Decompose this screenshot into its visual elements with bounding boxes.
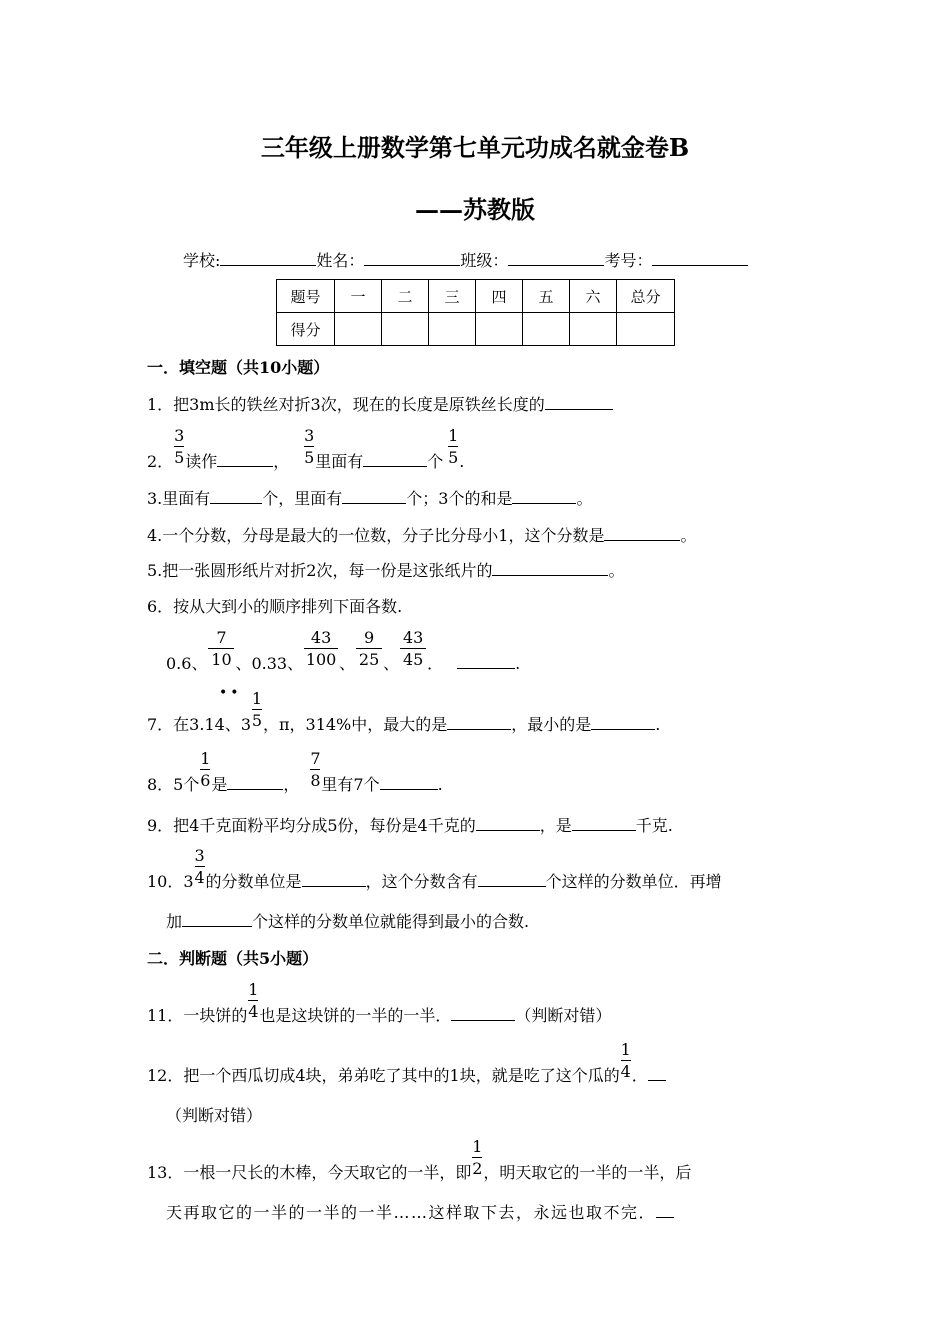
- numerator: 1: [200, 749, 211, 768]
- header-cell: 六: [570, 280, 617, 313]
- denominator: 5: [174, 448, 185, 467]
- fraction-bar: [356, 648, 382, 649]
- q6-end: ．: [427, 654, 444, 673]
- question-12-cont: [166, 1103, 262, 1126]
- fraction: [309, 749, 321, 790]
- fraction-bar: [208, 648, 234, 649]
- fraction: [173, 426, 185, 467]
- q10-text: ，这个分数含有: [365, 872, 478, 891]
- name-label: 姓名：: [316, 251, 365, 270]
- id-label: 考号：: [604, 251, 653, 270]
- fraction: [399, 628, 427, 669]
- fraction-bar: [200, 769, 210, 770]
- question-13: [147, 1137, 692, 1183]
- denominator: 5: [448, 448, 459, 467]
- q8-end: .: [437, 775, 443, 794]
- header-cell: 四: [476, 280, 523, 313]
- numerator: 3: [304, 426, 315, 445]
- fraction: [207, 628, 235, 669]
- answer-blank: [210, 487, 262, 504]
- q2-text: 个: [427, 452, 444, 471]
- name-blank: [364, 249, 460, 266]
- q10-text: 个这样的分数单位就能得到最小的合数.: [252, 912, 530, 931]
- fraction: [303, 628, 339, 669]
- q12-text: 12．把一个西瓜切成4块，弟弟吃了其中的1块，就是吃了这个瓜的: [147, 1066, 620, 1085]
- numerator: 43: [310, 628, 332, 647]
- q3-text: 个；3个的和是: [406, 489, 513, 508]
- answer-blank: [182, 910, 252, 927]
- denominator: 10: [211, 650, 232, 669]
- q7-text: ，π，314%中，最大的是: [263, 715, 448, 734]
- header-cell: 一: [335, 280, 382, 313]
- section-2-heading: 二．判断题（共5小题）: [147, 949, 319, 968]
- denominator: 45: [402, 650, 424, 669]
- answer-blank: [512, 487, 576, 504]
- score-cell: [335, 313, 382, 346]
- fraction: [355, 628, 383, 669]
- denominator: 8: [310, 771, 321, 790]
- question-11: [147, 980, 612, 1026]
- class-blank: [508, 249, 604, 266]
- denominator: 100: [305, 650, 337, 669]
- answer-blank: [447, 713, 511, 730]
- denominator: 25: [358, 650, 380, 669]
- question-6: [147, 594, 402, 617]
- numerator: 1: [472, 1137, 483, 1156]
- q6-value: 0.6、: [166, 654, 208, 673]
- q7-text: 、3: [224, 715, 251, 734]
- question-10-cont: [166, 909, 529, 932]
- answer-blank: [227, 773, 283, 790]
- school-blank: [220, 249, 316, 266]
- denominator: 6: [200, 771, 211, 790]
- question-12: [147, 1040, 666, 1086]
- answer-blank: [478, 870, 546, 887]
- fraction-bar: [310, 769, 320, 770]
- q11-text: 也是这块饼的一半的一半．: [259, 1006, 452, 1025]
- q7-text: 7．在3.: [147, 715, 205, 734]
- question-13-cont: [166, 1200, 674, 1223]
- q7-end: .: [655, 715, 661, 734]
- numerator: 43: [402, 628, 424, 647]
- header-cell: 题号: [277, 280, 335, 313]
- q9-text: 9．把4千克面粉平均分成5份，每份是4千克的: [147, 816, 476, 835]
- question-8: [147, 749, 443, 795]
- denominator: 2: [472, 1159, 483, 1178]
- q10-text: 10．3: [147, 872, 194, 891]
- q2-end: .: [459, 452, 465, 471]
- header-cell: 总分: [617, 280, 675, 313]
- score-row-label: 得分: [277, 313, 335, 346]
- score-table-header-row: [277, 280, 675, 313]
- q2-text: 里面有: [315, 452, 364, 471]
- numerator: 1: [251, 689, 263, 708]
- q8-text: 里有7个: [321, 775, 380, 794]
- question-7: [147, 689, 661, 735]
- question-9: [147, 813, 673, 836]
- fraction-bar: [195, 866, 205, 867]
- answer-blank: [648, 1064, 666, 1081]
- fraction-bar: [252, 709, 262, 710]
- fraction: [447, 426, 459, 467]
- fraction: [471, 1137, 483, 1178]
- q6-sep: 、: [383, 654, 400, 673]
- denominator: 4: [620, 1062, 631, 1081]
- question-10: [147, 846, 722, 892]
- numerator: 1: [620, 1040, 631, 1059]
- fraction-bar: [248, 1000, 258, 1001]
- q3-text: 。: [576, 489, 593, 508]
- q13-text: ，明天取它的一半的一半，后: [483, 1163, 692, 1182]
- fraction-bar: [472, 1157, 482, 1158]
- q5-text: 。: [608, 561, 625, 580]
- fraction: [251, 689, 263, 730]
- q8-text: 是: [211, 775, 228, 794]
- answer-blank: [545, 393, 613, 410]
- q6-tail: .: [515, 654, 521, 673]
- header-cell: 二: [382, 280, 429, 313]
- q6-sep: 、: [339, 654, 356, 673]
- q6-text: 6．按从大到小的顺序排列下面各数.: [147, 597, 403, 616]
- page-title: 三年级上册数学第七单元功成名就金卷B: [260, 133, 690, 162]
- q2-number: 2．: [147, 452, 174, 471]
- numerator: 1: [448, 426, 459, 445]
- q10-text: 个这样的分数单位．再增: [545, 872, 722, 891]
- answer-blank: [591, 713, 655, 730]
- score-table: [276, 279, 675, 346]
- question-5: [147, 558, 624, 581]
- page-subtitle: ——苏教版: [415, 195, 535, 224]
- question-4: [147, 523, 696, 546]
- score-cell: [523, 313, 570, 346]
- numerator: 9: [364, 628, 375, 647]
- q1-text: 1．把3m长的铁丝对折3次，现在的长度是原铁丝长度的: [147, 395, 545, 414]
- q7-text: ，最小的是: [511, 715, 592, 734]
- numerator: 3: [194, 846, 205, 865]
- q6-value: 、0.33、: [235, 654, 304, 673]
- denominator: 5: [251, 711, 263, 730]
- q4-text: 4.一个分数，分母是最大的一位数，分子比分母小1，这个分数是: [147, 526, 605, 545]
- question-3: [147, 486, 593, 509]
- q9-text: ，是: [539, 816, 572, 835]
- score-cell: [429, 313, 476, 346]
- q3-text: 个，里面有: [262, 489, 343, 508]
- denominator: 4: [248, 1002, 259, 1021]
- fraction-bar: [400, 648, 426, 649]
- fraction: [247, 980, 259, 1021]
- fraction-bar: [174, 446, 184, 447]
- id-blank: [652, 249, 748, 266]
- score-cell: [617, 313, 675, 346]
- answer-blank: [380, 773, 438, 790]
- fraction-bar: [448, 446, 458, 447]
- denominator: 5: [304, 448, 315, 467]
- answer-blank: [604, 524, 680, 541]
- numerator: 7: [310, 749, 321, 768]
- fraction-bar: [304, 446, 314, 447]
- q12-text: （判断对错）: [166, 1106, 263, 1125]
- answer-blank: [457, 652, 515, 669]
- answer-blank: [451, 1004, 515, 1021]
- numerator: 7: [216, 628, 227, 647]
- answer-blank: [572, 814, 636, 831]
- q11-text: 11．一块饼的: [147, 1006, 248, 1025]
- repeating-decimal-dots: ••: [219, 685, 242, 701]
- answer-blank: [656, 1201, 674, 1218]
- school-label: 学校:: [183, 251, 221, 270]
- fraction: [194, 846, 206, 887]
- q2-sep: ，: [273, 452, 290, 471]
- q8-text: 8．5个: [147, 775, 200, 794]
- score-cell: [476, 313, 523, 346]
- question-1: [147, 392, 613, 415]
- question-6-numbers: [166, 628, 521, 674]
- answer-blank: [217, 450, 273, 467]
- denominator: 4: [194, 868, 205, 887]
- fraction: [199, 749, 211, 790]
- q10-text: 加: [166, 912, 183, 931]
- score-table-score-row: [277, 313, 675, 346]
- fraction: [620, 1040, 632, 1081]
- answer-blank: [302, 870, 366, 887]
- fraction: [303, 426, 315, 467]
- student-info-row: [183, 248, 748, 271]
- header-cell: 五: [523, 280, 570, 313]
- class-label: 班级：: [460, 251, 509, 270]
- q9-text: 千克.: [635, 816, 673, 835]
- numerator: 3: [174, 426, 185, 445]
- q13-text: 天再取它的一半的一半的一半……这样取下去，永远也取不完．: [166, 1203, 657, 1222]
- q5-text: 5.把一张圆形纸片对折2次，每一份是这张纸片的: [147, 561, 493, 580]
- fraction-bar: [621, 1060, 631, 1061]
- q8-text: ，: [283, 775, 300, 794]
- score-cell: [382, 313, 429, 346]
- q2-text: 读作: [185, 452, 218, 471]
- q11-text: （判断对错）: [515, 1006, 612, 1025]
- answer-blank: [342, 487, 406, 504]
- q3-text: 3.里面有: [147, 489, 211, 508]
- fraction-bar: [304, 648, 338, 649]
- answer-blank: [363, 450, 427, 467]
- header-cell: 三: [429, 280, 476, 313]
- numerator: 1: [248, 980, 259, 999]
- section-1-heading: 一．填空题（共10小题）: [147, 358, 330, 377]
- q7-repeating-digits: 14: [204, 715, 225, 734]
- q4-text: 。: [680, 526, 697, 545]
- q12-text: ．: [631, 1066, 648, 1085]
- answer-blank: [476, 814, 540, 831]
- q13-text: 13．一根一尺长的木棒，今天取它的一半，即: [147, 1163, 472, 1182]
- score-cell: [570, 313, 617, 346]
- answer-blank: [492, 559, 608, 576]
- question-2: [147, 426, 465, 472]
- q10-text: 的分数单位是: [205, 872, 302, 891]
